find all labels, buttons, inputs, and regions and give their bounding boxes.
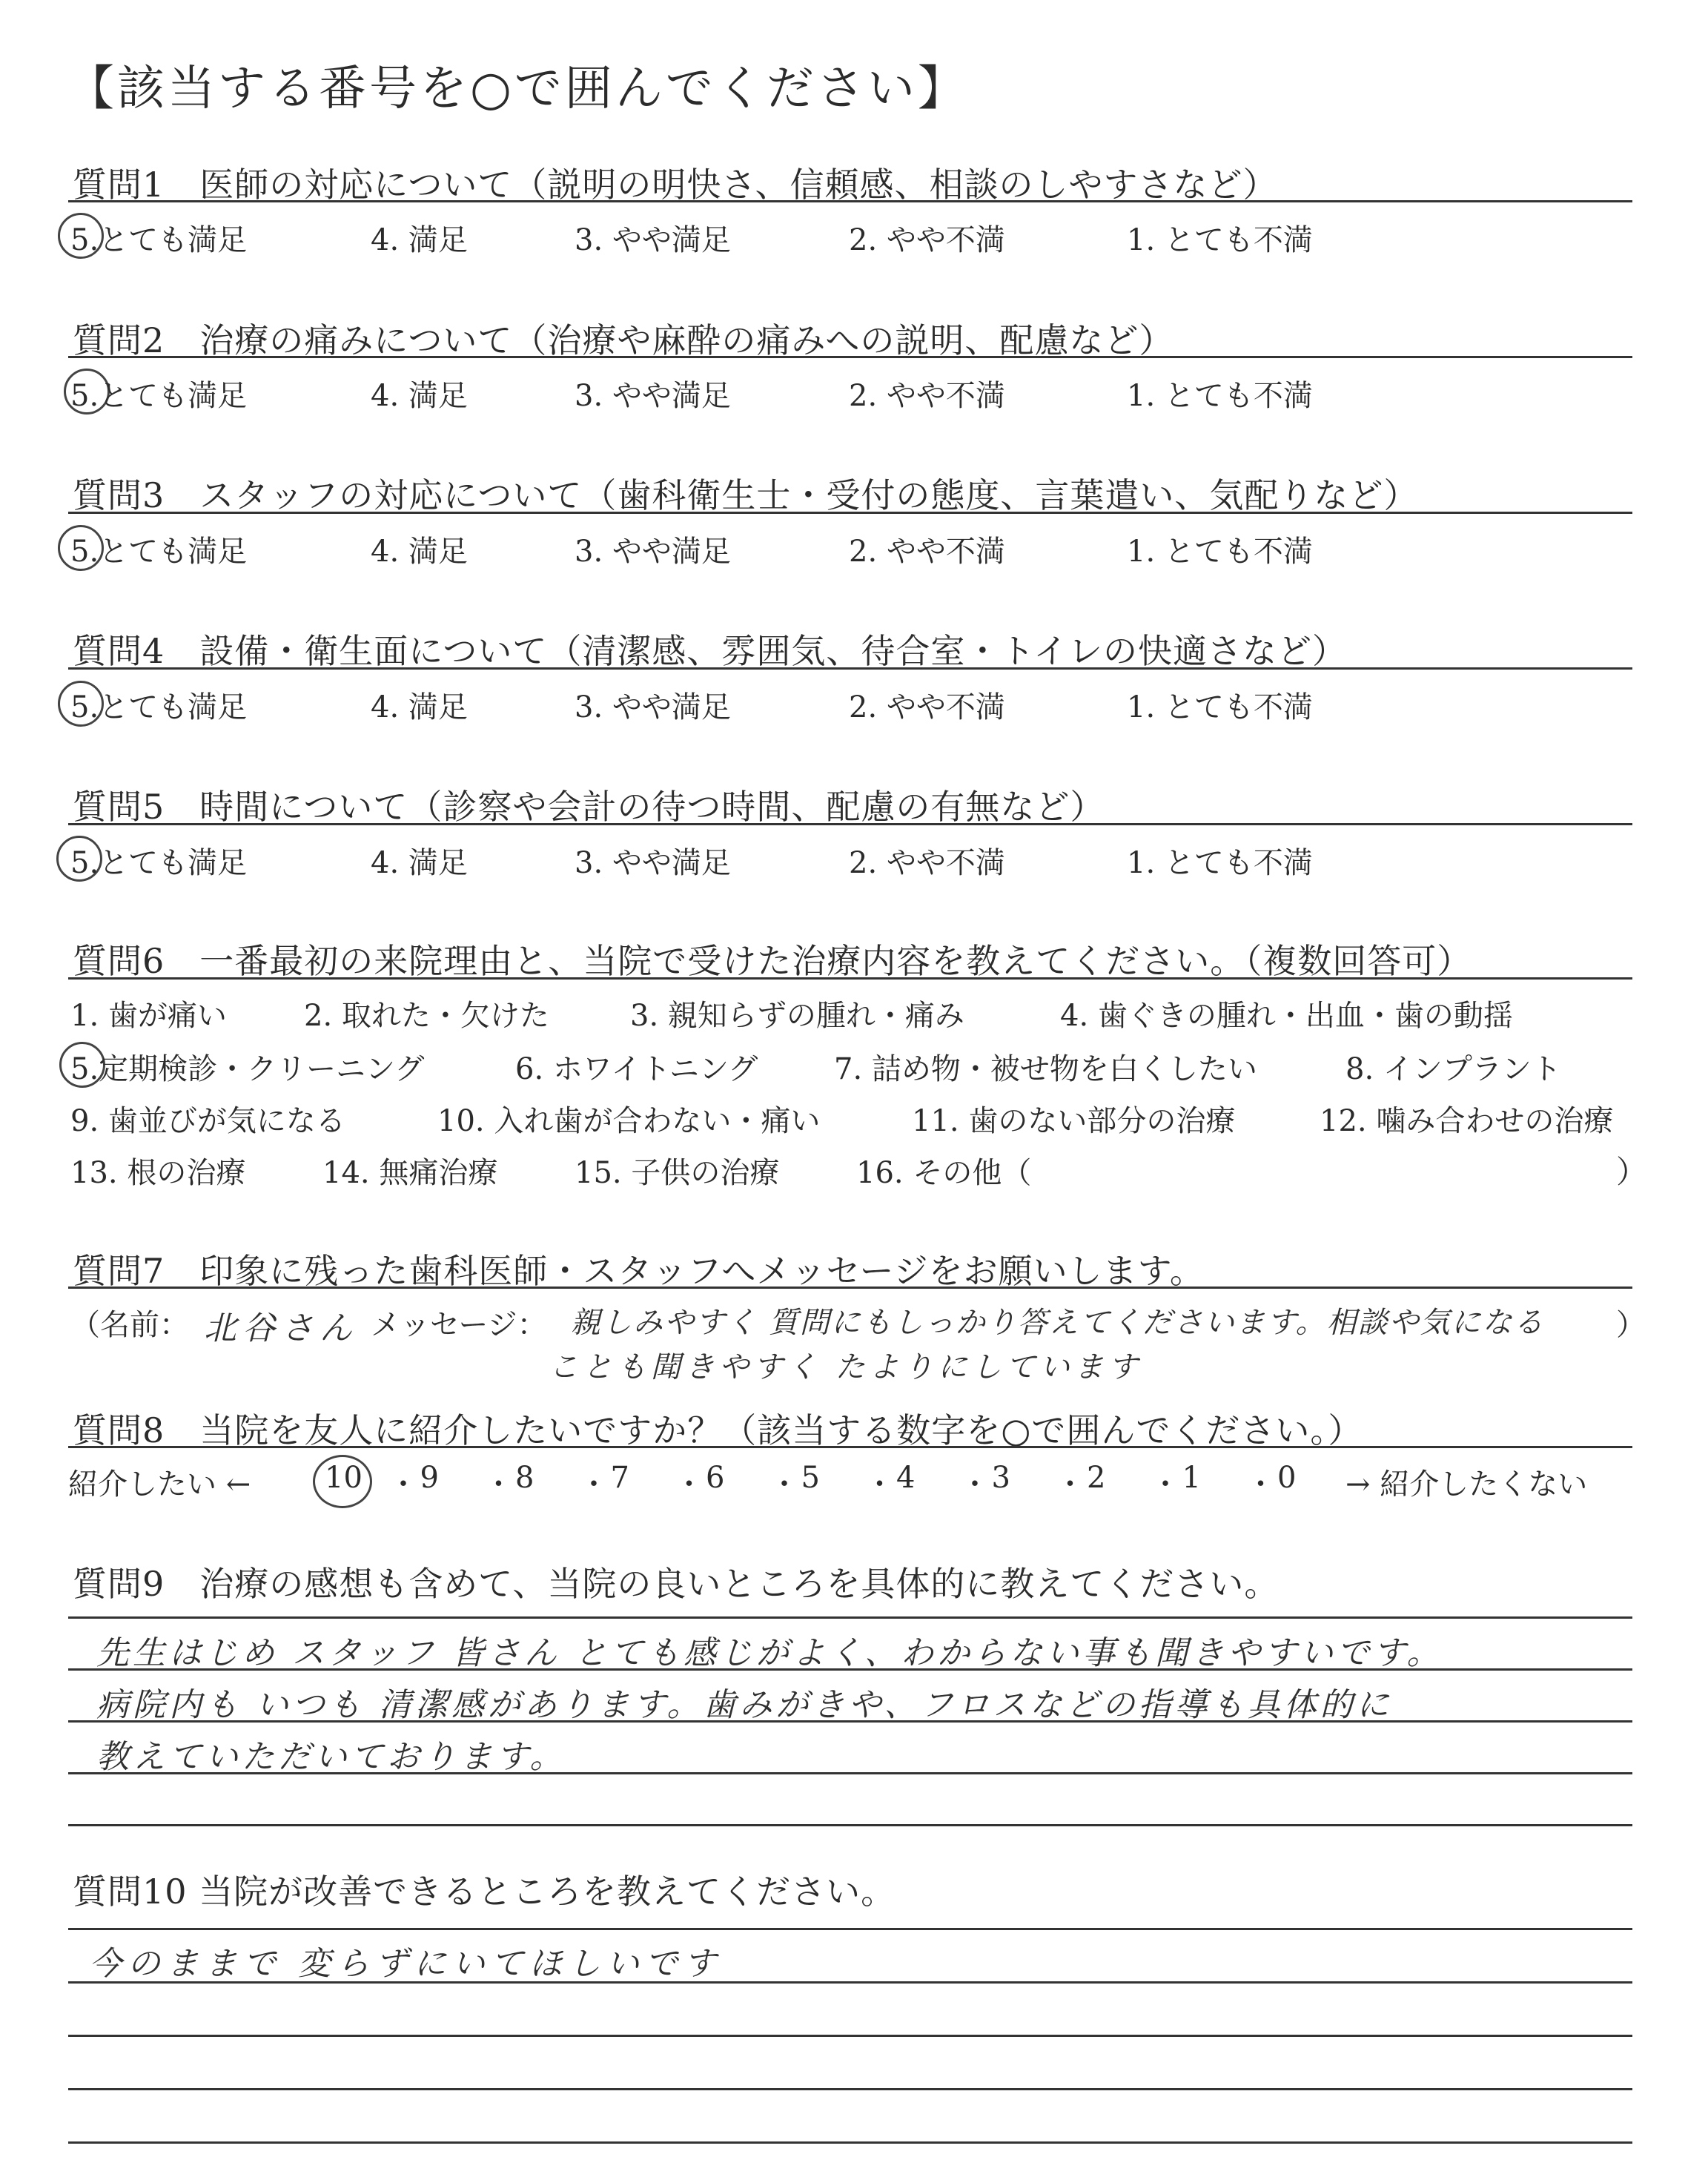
q2-option-3[interactable]: 3. やや満足 — [575, 379, 731, 413]
q6-option-3[interactable]: 3. 親知らずの腫れ・痛み — [630, 999, 964, 1033]
q6-option-13[interactable]: 13. 根の治療 — [70, 1156, 246, 1190]
question-3-rule — [68, 512, 1632, 514]
q6-option-5[interactable]: 5.定期検診・クリーニング — [70, 1052, 425, 1086]
q4-option-5[interactable]: 5.とても満足 — [70, 690, 248, 724]
q6-option-6[interactable]: 6. ホワイトニング — [515, 1052, 758, 1086]
q8-scale-8[interactable]: 8 — [515, 1461, 534, 1495]
q4-option-1[interactable]: 1. とても不満 — [1127, 690, 1313, 724]
q6-option-7[interactable]: 7. 詰め物・被せ物を白くしたい — [834, 1052, 1257, 1086]
q2-option-5[interactable]: 5.とても満足 — [70, 379, 248, 413]
q6-option-4[interactable]: 4. 歯ぐきの腫れ・出血・歯の動揺 — [1060, 999, 1513, 1033]
question-6-rule — [68, 977, 1632, 980]
q9-answer-line-1[interactable]: 先生はじめ スタッフ 皆さん とても感じがよく、わからない事も聞きやすいです。 — [96, 1634, 1443, 1672]
q1-option-3[interactable]: 3. やや満足 — [575, 223, 731, 257]
question-9-title: 質問9 治療の感想も含めて、当院の良いところを具体的に教えてください。 — [73, 1564, 1280, 1604]
q1-option-1[interactable]: 1. とても不満 — [1127, 223, 1313, 257]
question-4-rule — [68, 667, 1632, 670]
q6-option-8[interactable]: 8. インプラント — [1345, 1052, 1561, 1086]
q8-scale-10[interactable]: 10 — [325, 1461, 363, 1495]
q7-close-paren: ） — [1616, 1308, 1646, 1342]
q1-option-2[interactable]: 2. やや不満 — [849, 223, 1005, 257]
q8-left-label: 紹介したい ← — [68, 1467, 251, 1502]
q3-option-5[interactable]: 5.とても満足 — [70, 535, 248, 569]
q5-option-5[interactable]: 5.とても満足 — [70, 846, 248, 880]
q1-option-4[interactable]: 4. 満足 — [371, 223, 468, 257]
q10-answer-rule-4 — [68, 2088, 1632, 2090]
q8-scale-7[interactable]: 7 — [610, 1461, 629, 1495]
q8-scale-separator: ・ — [483, 1467, 514, 1502]
q8-scale-9[interactable]: 9 — [420, 1461, 439, 1495]
q5-option-4[interactable]: 4. 満足 — [371, 846, 468, 880]
q2-option-4[interactable]: 4. 満足 — [371, 379, 468, 413]
q7-message-line-2[interactable]: ことも聞きやすく たよりにしています — [549, 1350, 1142, 1384]
q6-option-12[interactable]: 12. 噛み合わせの治療 — [1320, 1104, 1614, 1138]
q6-option-2[interactable]: 2. 取れた・欠けた — [304, 999, 549, 1033]
q9-answer-rule-5 — [68, 1824, 1632, 1826]
question-1-rule — [68, 200, 1632, 202]
q10-answer-rule-1 — [68, 1928, 1632, 1930]
q8-scale-0[interactable]: 0 — [1277, 1461, 1297, 1495]
q8-scale-5[interactable]: 5 — [801, 1461, 820, 1495]
q7-name-label: （名前： — [70, 1308, 189, 1342]
question-6-title: 質問6 一番最初の来院理由と、当院で受けた治療内容を教えてください。（複数回答可） — [73, 941, 1472, 981]
q4-option-2[interactable]: 2. やや不満 — [849, 690, 1005, 724]
q4-option-4[interactable]: 4. 満足 — [371, 690, 468, 724]
q9-answer-line-2[interactable]: 病院内も いつも 清潔感があります。歯みがきや、フロスなどの指導も具体的に — [96, 1686, 1393, 1724]
q8-scale-3[interactable]: 3 — [991, 1461, 1010, 1495]
q8-scale-4[interactable]: 4 — [896, 1461, 916, 1495]
q8-right-label: → 紹介したくない — [1345, 1467, 1588, 1502]
q10-answer-line-1[interactable]: 今のままで 変らずにいてほしいです — [89, 1945, 722, 1983]
question-7-title: 質問7 印象に残った歯科医師・スタッフへメッセージをお願いします。 — [73, 1251, 1205, 1291]
q1-option-5[interactable]: 5.とても満足 — [70, 223, 248, 257]
q5-option-1[interactable]: 1. とても不満 — [1127, 846, 1313, 880]
q2-option-1[interactable]: 1. とても不満 — [1127, 379, 1313, 413]
q7-message-label: メッセージ： — [371, 1308, 547, 1342]
question-1-title: 質問1 医師の対応について（説明の明快さ、信頼感、相談のしやすさなど） — [73, 165, 1278, 205]
q8-scale-separator: ・ — [960, 1467, 990, 1502]
question-8-title: 質問8 当院を友人に紹介したいですか？（該当する数字を○で囲んでください。） — [73, 1410, 1363, 1450]
q8-scale-separator: ・ — [1055, 1467, 1085, 1502]
q6-option-15[interactable]: 15. 子供の治療 — [575, 1156, 780, 1190]
question-4-title: 質問4 設備・衛生面について（清潔感、雰囲気、待合室・トイレの快適さなど） — [73, 631, 1348, 671]
q3-option-3[interactable]: 3. やや満足 — [575, 535, 731, 569]
q9-answer-line-3[interactable]: 教えていただいております。 — [96, 1738, 566, 1776]
q5-option-2[interactable]: 2. やや不満 — [849, 846, 1005, 880]
question-2-title: 質問2 治療の痛みについて（治療や麻酔の痛みへの説明、配慮など） — [73, 320, 1174, 360]
q6-option-9[interactable]: 9. 歯並びが気になる — [70, 1104, 345, 1138]
question-10-title: 質問10 当院が改善できるところを教えてください。 — [73, 1872, 896, 1912]
q8-scale-6[interactable]: 6 — [706, 1461, 725, 1495]
q3-option-2[interactable]: 2. やや不満 — [849, 535, 1005, 569]
q3-option-1[interactable]: 1. とても不満 — [1127, 535, 1313, 569]
question-8-rule — [68, 1446, 1632, 1448]
q8-scale-separator: ・ — [864, 1467, 895, 1502]
q7-message-line-1[interactable]: 親しみやすく 質問にもしっかり答えてくださいます。相談や気になる — [571, 1306, 1545, 1340]
question-3-title: 質問3 スタッフの対応について（歯科衛生士・受付の態度、言葉遣い、気配りなど） — [73, 475, 1419, 515]
q2-option-2[interactable]: 2. やや不満 — [849, 379, 1005, 413]
q6-option-11[interactable]: 11. 歯のない部分の治療 — [912, 1104, 1236, 1138]
q6-option-14[interactable]: 14. 無痛治療 — [322, 1156, 498, 1190]
q8-scale-separator: ・ — [388, 1467, 418, 1502]
q8-scale-separator: ・ — [579, 1467, 609, 1502]
question-5-rule — [68, 823, 1632, 825]
q8-scale-separator: ・ — [1151, 1467, 1180, 1502]
q8-scale-separator: ・ — [769, 1467, 799, 1502]
q8-scale-separator: ・ — [674, 1467, 704, 1502]
question-7-rule — [68, 1287, 1632, 1289]
q8-scale-2[interactable]: 2 — [1087, 1461, 1106, 1495]
q6-other-close-paren: ） — [1616, 1154, 1648, 1190]
question-5-title: 質問5 時間について（診察や会計の待つ時間、配慮の有無など） — [73, 787, 1105, 827]
q9-answer-rule-1 — [68, 1616, 1632, 1619]
q6-option-10[interactable]: 10. 入れ歯が合わない・痛い — [437, 1104, 821, 1138]
q6-option-16[interactable]: 16. その他（ — [856, 1156, 1032, 1190]
q8-scale-1[interactable]: 1 — [1182, 1461, 1201, 1495]
q8-scale-separator: ・ — [1245, 1467, 1276, 1502]
q4-option-3[interactable]: 3. やや満足 — [575, 690, 731, 724]
question-2-rule — [68, 356, 1632, 358]
q5-option-3[interactable]: 3. やや満足 — [575, 846, 731, 880]
q7-name-value[interactable]: 北谷さん — [204, 1309, 358, 1347]
q10-answer-rule-5 — [68, 2141, 1632, 2144]
q3-option-4[interactable]: 4. 満足 — [371, 535, 468, 569]
q10-answer-rule-3 — [68, 2035, 1632, 2037]
q6-option-1[interactable]: 1. 歯が痛い — [70, 999, 227, 1033]
page-title: 【該当する番号を○で囲んでください】 — [67, 62, 968, 116]
